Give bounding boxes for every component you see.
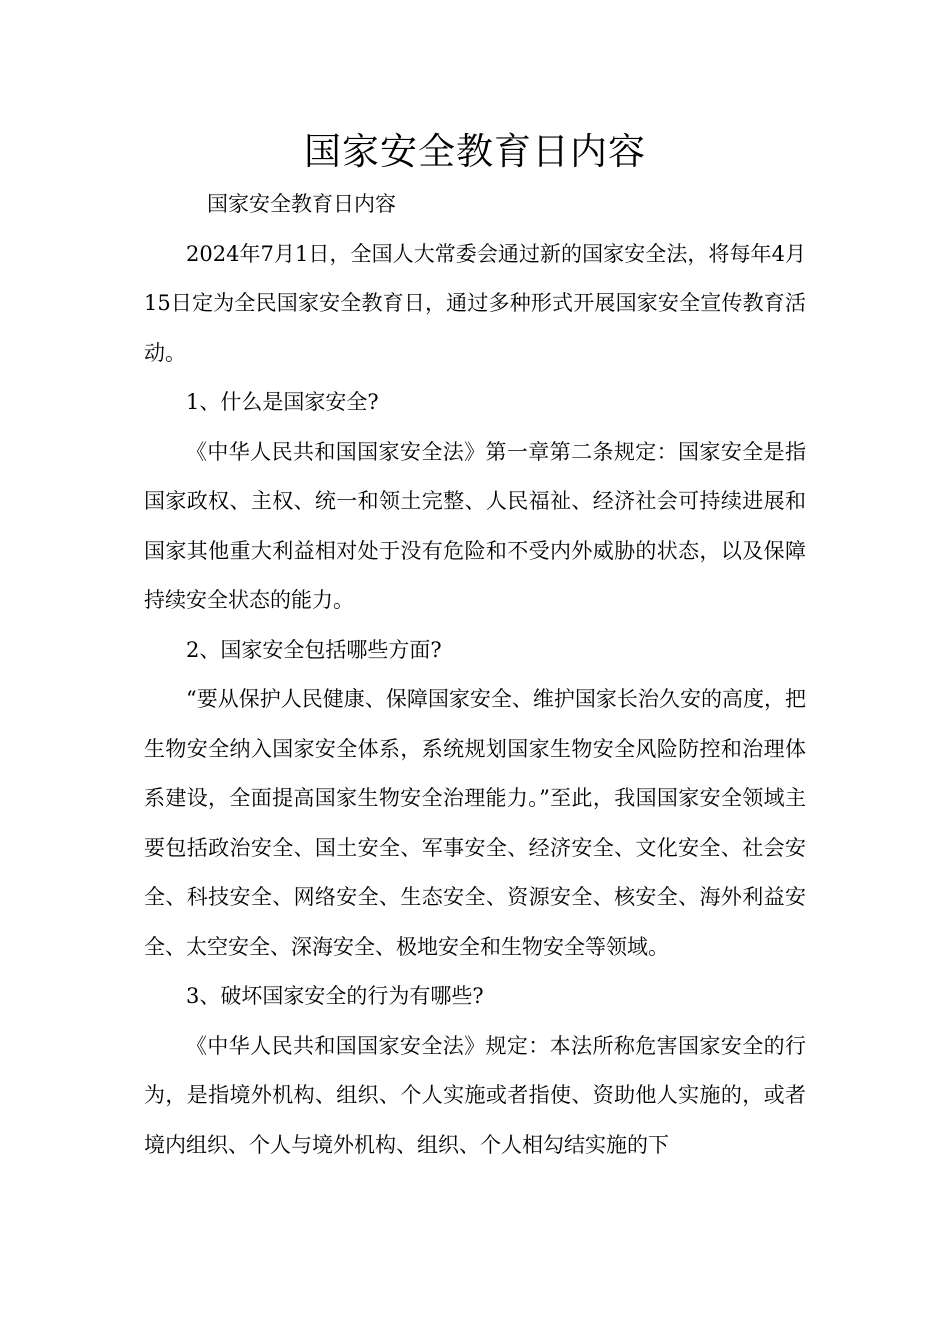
document-subtitle: 国家安全教育日内容 xyxy=(207,192,396,216)
paragraph-intro: 2024年7月1日，全国人大常委会通过新的国家安全法，将每年4月15日定为全民国家安全教育日，通过多种形式开展国家安全宣传教育活动。 xyxy=(144,241,806,365)
paragraph-answer-3: 《中华人民共和国国家安全法》规定：本法所称危害国家安全的行为，是指境外机构、组织、个人实施或者指使、资助他人实施的，或者境内组织、个人与境外机构、组织、个人相勾结实施的下 xyxy=(144,1033,806,1157)
question-heading-3: 3、破坏国家安全的行为有哪些? xyxy=(186,984,484,1008)
document-body xyxy=(144,180,806,1170)
paragraph-answer-1: 《中华人民共和国国家安全法》第一章第二条规定：国家安全是指国家政权、主权、统一和领土完整、人民福祉、经济社会可持续进展和国家其他重大利益相对处于没有危险和不受内外威胁的状态，以及保障持续安全状态的能力。 xyxy=(144,439,806,612)
paragraph-answer-2: “要从保护人民健康、保障国家安全、维护国家长治久安的高度，把生物安全纳入国家安全体系，系统规划国家生物安全风险防控和治理体系建设，全面提高国家生物安全治理能力。”至此，我国国家安全领域主要包括政治安全、国土安全、军事安全、经济安全、文化安全、社会安全、科技安全、网络安全、生态安全、资源安全、核安全、海外利益安全、太空安全、深海安全、极地安全和生物安全等领域。 xyxy=(144,687,806,959)
question-heading-1: 1、什么是国家安全? xyxy=(186,390,379,414)
document-title: 国家安全教育日内容 xyxy=(304,130,646,173)
question-heading-2: 2、国家安全包括哪些方面? xyxy=(186,637,442,662)
